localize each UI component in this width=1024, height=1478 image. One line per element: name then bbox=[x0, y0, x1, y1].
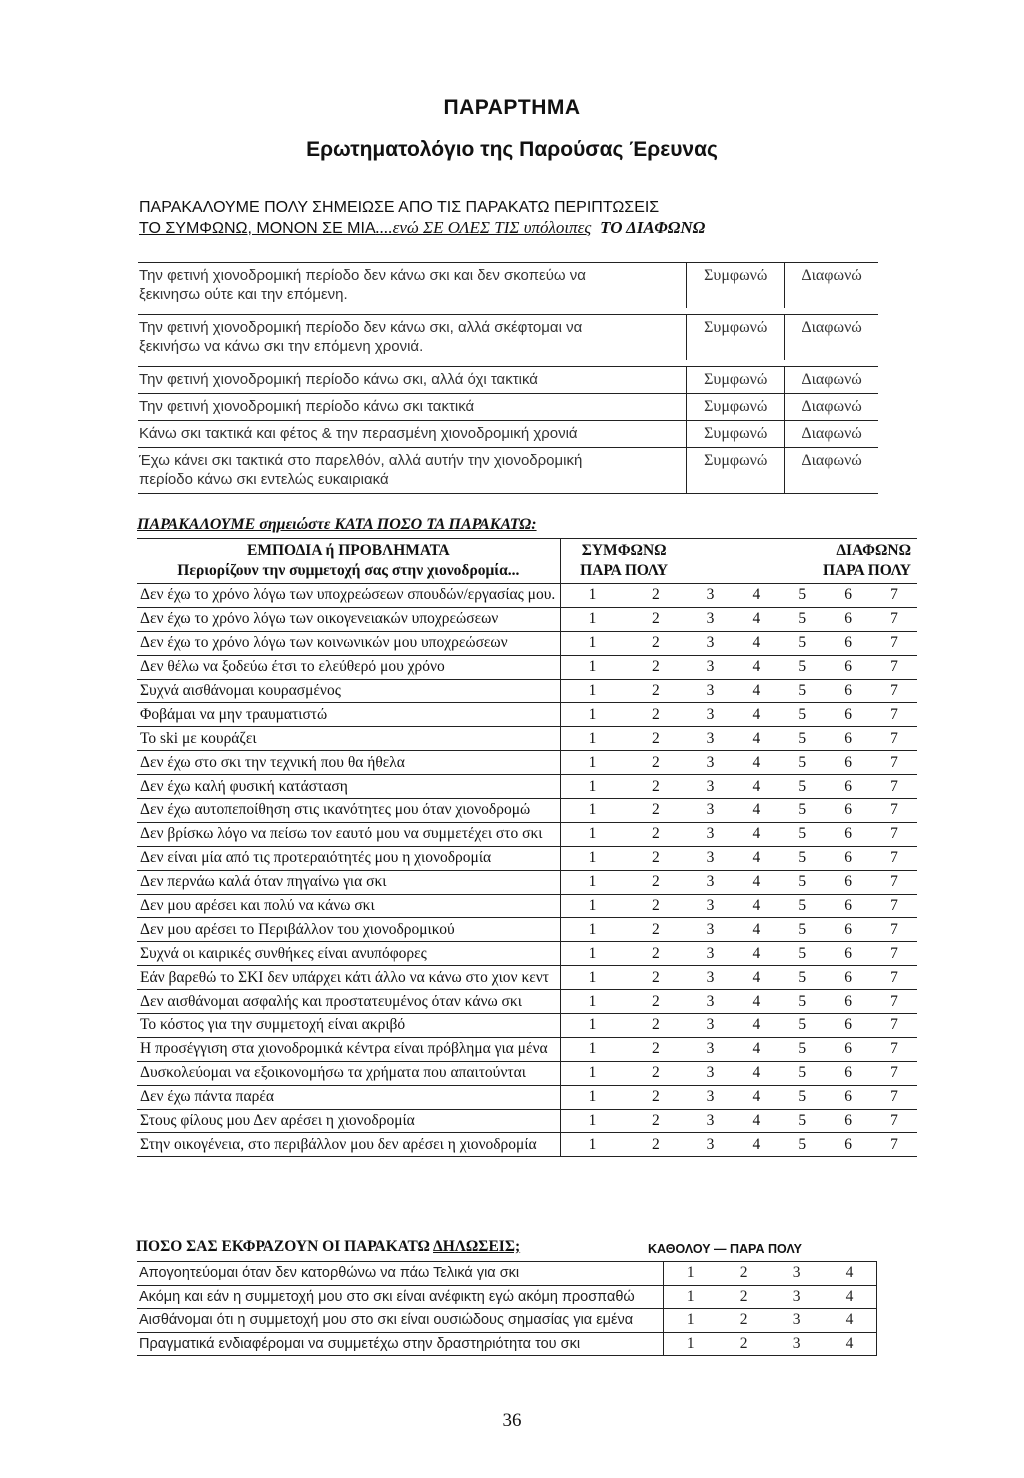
rating-option-1[interactable]: 1 bbox=[560, 822, 624, 846]
attitudes-section-title bbox=[136, 1238, 520, 1256]
rating-option-7[interactable]: 7 bbox=[871, 607, 917, 631]
barrier-row bbox=[137, 1014, 917, 1038]
attitude-row bbox=[137, 1262, 877, 1286]
rating-option-1[interactable]: 1 bbox=[560, 679, 624, 703]
attitudes-table bbox=[137, 1261, 877, 1356]
rating-option-3[interactable]: 3 bbox=[688, 1133, 734, 1157]
barrier-statement: Το ski με κουράζει bbox=[137, 727, 560, 751]
rating-option-6[interactable]: 6 bbox=[825, 799, 871, 823]
rating-option-6[interactable]: 6 bbox=[825, 1085, 871, 1109]
rating-option-5[interactable]: 5 bbox=[779, 1014, 825, 1038]
barriers-header-left-line1: ΕΜΠΟΔΙΑ ή ΠΡΟΒΛΗΜΑΤΑ bbox=[247, 542, 450, 559]
rating-option-6[interactable]: 6 bbox=[825, 990, 871, 1014]
rating-option-3[interactable]: 3 bbox=[688, 1014, 734, 1038]
barrier-row bbox=[137, 1085, 917, 1109]
rating-option-1[interactable]: 1 bbox=[560, 1061, 624, 1085]
barrier-row bbox=[137, 918, 917, 942]
rating-option-6[interactable]: 6 bbox=[825, 655, 871, 679]
disagree-option[interactable]: Διαφωνώ bbox=[785, 263, 878, 309]
barriers-header-disagree bbox=[688, 539, 917, 584]
rating-option-4[interactable]: 4 bbox=[823, 1285, 876, 1309]
agree-option[interactable]: Συμφωνώ bbox=[687, 394, 785, 421]
rating-option-6[interactable]: 6 bbox=[825, 751, 871, 775]
stage-statement bbox=[138, 263, 687, 309]
barriers-header-disagree-line2: ΠΑΡΑ ΠΟΛΥ bbox=[823, 562, 911, 579]
rating-option-4[interactable]: 4 bbox=[733, 1014, 779, 1038]
stage-statement bbox=[138, 448, 687, 494]
stage-row bbox=[138, 367, 878, 394]
rating-option-5[interactable]: 5 bbox=[779, 799, 825, 823]
rating-option-4[interactable]: 4 bbox=[733, 966, 779, 990]
barrier-row bbox=[137, 655, 917, 679]
barriers-header-agree bbox=[560, 539, 687, 584]
rating-option-2[interactable]: 2 bbox=[624, 799, 687, 823]
rating-option-1[interactable]: 1 bbox=[664, 1332, 717, 1356]
barrier-statement: Δεν μου αρέσει το Περιβάλλον του χιονοδρομικού bbox=[137, 918, 560, 942]
agree-option[interactable]: Συμφωνώ bbox=[687, 263, 785, 309]
rating-option-2[interactable]: 2 bbox=[624, 1133, 687, 1157]
rating-option-6[interactable]: 6 bbox=[825, 942, 871, 966]
rating-option-2[interactable]: 2 bbox=[624, 918, 687, 942]
rating-option-4[interactable]: 4 bbox=[733, 703, 779, 727]
rating-option-3[interactable]: 3 bbox=[688, 799, 734, 823]
barrier-row bbox=[137, 631, 917, 655]
rating-option-4[interactable]: 4 bbox=[733, 607, 779, 631]
rating-option-3[interactable]: 3 bbox=[688, 679, 734, 703]
barrier-row bbox=[137, 846, 917, 870]
rating-option-3[interactable]: 3 bbox=[688, 584, 734, 608]
rating-option-5[interactable]: 5 bbox=[779, 727, 825, 751]
rating-option-7[interactable]: 7 bbox=[871, 870, 917, 894]
barrier-statement: Δεν αισθάνομαι ασφαλής και προστατευμένος όταν κάνω σκι bbox=[137, 990, 560, 1014]
rating-option-7[interactable]: 7 bbox=[871, 799, 917, 823]
instructions-agree-text: ΤΟ ΣΥΜΦΩΝΩ, ΜΟΝΟΝ ΣΕ ΜΙΑ bbox=[139, 220, 376, 237]
rating-option-3[interactable]: 3 bbox=[688, 1085, 734, 1109]
rating-option-7[interactable]: 7 bbox=[871, 846, 917, 870]
barrier-statement: Δεν βρίσκω λόγο να πείσω τον εαυτό μου να συμμετέχει στο σκι bbox=[137, 822, 560, 846]
rating-option-2[interactable]: 2 bbox=[717, 1332, 770, 1356]
rating-option-3[interactable]: 3 bbox=[688, 1061, 734, 1085]
rating-option-3[interactable]: 3 bbox=[688, 775, 734, 799]
barriers-header-disagree-line1: ΔΙΑΦΩΝΩ bbox=[836, 542, 911, 559]
barrier-statement: Φοβάμαι να μην τραυματιστώ bbox=[137, 703, 560, 727]
rating-option-6[interactable]: 6 bbox=[825, 607, 871, 631]
rating-option-5[interactable]: 5 bbox=[779, 775, 825, 799]
barrier-statement: Δεν περνάω καλά όταν πηγαίνω για σκι bbox=[137, 870, 560, 894]
rating-option-6[interactable]: 6 bbox=[825, 1037, 871, 1061]
rating-option-7[interactable]: 7 bbox=[871, 918, 917, 942]
barriers-header-agree-line2: ΠΑΡΑ ΠΟΛΥ bbox=[580, 562, 669, 579]
agree-option[interactable]: Συμφωνώ bbox=[687, 448, 785, 494]
rating-option-5[interactable]: 5 bbox=[779, 1085, 825, 1109]
barrier-statement: Δεν μου αρέσει και πολύ να κάνω σκι bbox=[137, 894, 560, 918]
rating-option-2[interactable]: 2 bbox=[624, 751, 687, 775]
barrier-statement: Το κόστος για την συμμετοχή είναι ακριβό bbox=[137, 1014, 560, 1038]
barrier-row bbox=[137, 584, 917, 608]
rating-option-5[interactable]: 5 bbox=[779, 990, 825, 1014]
stage-statement bbox=[138, 394, 687, 421]
rating-option-5[interactable]: 5 bbox=[779, 894, 825, 918]
rating-option-1[interactable]: 1 bbox=[560, 1109, 624, 1133]
instructions-others-text: ....ενώ ΣΕ ΟΛΕΣ ΤΙΣ υπόλοιπες bbox=[375, 218, 592, 237]
rating-option-2[interactable]: 2 bbox=[624, 1085, 687, 1109]
barrier-row bbox=[137, 1061, 917, 1085]
rating-option-5[interactable]: 5 bbox=[779, 679, 825, 703]
rating-option-1[interactable]: 1 bbox=[560, 607, 624, 631]
rating-option-1[interactable]: 1 bbox=[560, 966, 624, 990]
rating-option-7[interactable]: 7 bbox=[871, 1085, 917, 1109]
stage-statement-line1: Την φετινή χιονοδρομική περίοδο δεν κάνω σκι, αλλά σκέφτομαι να bbox=[139, 319, 583, 336]
barrier-statement: Εάν βαρεθώ το ΣΚΙ δεν υπάρχει κάτι άλλο να κάνω στο χιον κεντ bbox=[137, 966, 560, 990]
barrier-row bbox=[137, 727, 917, 751]
rating-option-3[interactable]: 3 bbox=[688, 894, 734, 918]
barrier-statement: Δεν έχω στο σκι την τεχνική που θα ήθελα bbox=[137, 751, 560, 775]
rating-option-4[interactable]: 4 bbox=[733, 1037, 779, 1061]
barrier-row bbox=[137, 822, 917, 846]
rating-option-5[interactable]: 5 bbox=[779, 1061, 825, 1085]
rating-option-1[interactable]: 1 bbox=[560, 584, 624, 608]
barrier-row bbox=[137, 751, 917, 775]
rating-option-4[interactable]: 4 bbox=[733, 990, 779, 1014]
barrier-statement: Δεν έχω το χρόνο λόγω των υποχρεώσεων σπουδών/εργασίας μου. bbox=[137, 584, 560, 608]
barriers-header-left bbox=[137, 539, 560, 584]
rating-option-4[interactable]: 4 bbox=[733, 727, 779, 751]
rating-option-1[interactable]: 1 bbox=[560, 918, 624, 942]
stage-row bbox=[138, 448, 878, 494]
attitude-statement: Απογοητεύομαι όταν δεν κατορθώνω να πάω Τελικά για σκι bbox=[137, 1262, 664, 1286]
rating-option-6[interactable]: 6 bbox=[825, 1014, 871, 1038]
rating-option-4[interactable]: 4 bbox=[733, 1061, 779, 1085]
rating-option-2[interactable]: 2 bbox=[624, 679, 687, 703]
rating-option-4[interactable]: 4 bbox=[733, 1133, 779, 1157]
rating-option-4[interactable]: 4 bbox=[733, 584, 779, 608]
rating-option-5[interactable]: 5 bbox=[779, 631, 825, 655]
rating-option-3[interactable]: 3 bbox=[770, 1309, 823, 1333]
rating-option-5[interactable]: 5 bbox=[779, 870, 825, 894]
barriers-table bbox=[137, 538, 917, 1157]
rating-option-5[interactable]: 5 bbox=[779, 584, 825, 608]
rating-option-4[interactable]: 4 bbox=[733, 631, 779, 655]
barrier-statement: Δεν έχω πάντα παρέα bbox=[137, 1085, 560, 1109]
stage-statement-line1: Κάνω σκι τακτικά και φέτος & την περασμένη χιονοδρομική χρονιά bbox=[139, 425, 578, 442]
rating-option-7[interactable]: 7 bbox=[871, 990, 917, 1014]
rating-option-4[interactable]: 4 bbox=[733, 942, 779, 966]
rating-option-3[interactable]: 3 bbox=[688, 751, 734, 775]
disagree-option[interactable]: Διαφωνώ bbox=[785, 315, 878, 361]
rating-option-4[interactable]: 4 bbox=[733, 870, 779, 894]
rating-option-2[interactable]: 2 bbox=[624, 966, 687, 990]
rating-option-7[interactable]: 7 bbox=[871, 584, 917, 608]
rating-option-6[interactable]: 6 bbox=[825, 966, 871, 990]
rating-option-6[interactable]: 6 bbox=[825, 918, 871, 942]
attitude-row bbox=[137, 1309, 877, 1333]
stage-statement bbox=[138, 367, 687, 394]
rating-option-1[interactable]: 1 bbox=[560, 1037, 624, 1061]
stage-row bbox=[138, 421, 878, 448]
rating-option-1[interactable]: 1 bbox=[560, 846, 624, 870]
instructions-disagree-text: ΤΟ ΔΙΑΦΩΝΩ bbox=[600, 218, 706, 237]
rating-option-1[interactable]: 1 bbox=[560, 751, 624, 775]
stage-row bbox=[138, 263, 878, 309]
rating-option-6[interactable]: 6 bbox=[825, 584, 871, 608]
stage-statement-line1: Την φετινή χιονοδρομική περίοδο δεν κάνω σκι και δεν σκοπεύω να bbox=[139, 267, 586, 284]
rating-option-5[interactable]: 5 bbox=[779, 751, 825, 775]
rating-option-7[interactable]: 7 bbox=[871, 966, 917, 990]
page-title: ΠΑΡΑΡΤΗΜΑ bbox=[443, 96, 581, 119]
barrier-statement: Δεν θέλω να ξοδεύω έτσι το ελεύθερό μου χρόνο bbox=[137, 655, 560, 679]
barrier-statement: Δεν είναι μία από τις προτεραιότητές μου η χιονοδρομία bbox=[137, 846, 560, 870]
rating-option-2[interactable]: 2 bbox=[717, 1262, 770, 1286]
instructions-line-2 bbox=[139, 218, 705, 238]
rating-option-6[interactable]: 6 bbox=[825, 894, 871, 918]
stage-statement-line1: Την φετινή χιονοδρομική περίοδο κάνω σκι, αλλά όχι τακτικά bbox=[139, 371, 538, 388]
barrier-statement: Στους φίλους μου Δεν αρέσει η χιονοδρομία bbox=[137, 1109, 560, 1133]
rating-option-2[interactable]: 2 bbox=[624, 894, 687, 918]
rating-option-7[interactable]: 7 bbox=[871, 655, 917, 679]
stage-statement-line1: Την φετινή χιονοδρομική περίοδο κάνω σκι τακτικά bbox=[139, 398, 475, 415]
barriers-header-left-line2: Περιορίζουν την συμμετοχή σας στην χιονοδρομία... bbox=[177, 562, 520, 579]
stage-statement-line1: Έχω κάνει σκι τακτικά στο παρελθόν, αλλά αυτήν την χιονοδρομική bbox=[139, 452, 583, 469]
rating-option-6[interactable]: 6 bbox=[825, 775, 871, 799]
rating-option-2[interactable]: 2 bbox=[624, 607, 687, 631]
attitude-row bbox=[137, 1332, 877, 1356]
rating-option-7[interactable]: 7 bbox=[871, 631, 917, 655]
attitudes-title-text: ΠΟΣΟ ΣΑΣ ΕΚΦΡΑΖΟΥΝ ΟΙ ΠΑΡΑΚΑΤΩ bbox=[136, 1238, 430, 1255]
barrier-statement: Δεν έχω καλή φυσική κατάσταση bbox=[137, 775, 560, 799]
barrier-row bbox=[137, 799, 917, 823]
rating-option-6[interactable]: 6 bbox=[825, 870, 871, 894]
rating-option-6[interactable]: 6 bbox=[825, 1061, 871, 1085]
rating-option-3[interactable]: 3 bbox=[688, 942, 734, 966]
rating-option-1[interactable]: 1 bbox=[560, 703, 624, 727]
barrier-statement: Συχνά οι καιρικές συνθήκες είναι ανυπόφορες bbox=[137, 942, 560, 966]
rating-option-2[interactable]: 2 bbox=[624, 942, 687, 966]
rating-option-5[interactable]: 5 bbox=[779, 822, 825, 846]
rating-option-4[interactable]: 4 bbox=[733, 655, 779, 679]
disagree-option[interactable]: Διαφωνώ bbox=[785, 448, 878, 494]
rating-option-3[interactable]: 3 bbox=[770, 1332, 823, 1356]
rating-option-2[interactable]: 2 bbox=[624, 584, 687, 608]
rating-option-2[interactable]: 2 bbox=[717, 1309, 770, 1333]
barrier-row bbox=[137, 870, 917, 894]
barrier-row bbox=[137, 679, 917, 703]
rating-option-6[interactable]: 6 bbox=[825, 1133, 871, 1157]
rating-option-2[interactable]: 2 bbox=[624, 631, 687, 655]
rating-option-4[interactable]: 4 bbox=[733, 1109, 779, 1133]
rating-option-6[interactable]: 6 bbox=[825, 1109, 871, 1133]
rating-option-7[interactable]: 7 bbox=[871, 1014, 917, 1038]
page-subtitle: Ερωτηματολόγιο της Παρούσας Έρευνας bbox=[306, 138, 718, 161]
rating-option-2[interactable]: 2 bbox=[624, 822, 687, 846]
rating-option-1[interactable]: 1 bbox=[560, 631, 624, 655]
rating-option-4[interactable]: 4 bbox=[733, 918, 779, 942]
barriers-header-agree-line1: ΣΥΜΦΩΝΩ bbox=[581, 542, 667, 559]
rating-option-1[interactable]: 1 bbox=[560, 1133, 624, 1157]
rating-option-3[interactable]: 3 bbox=[688, 631, 734, 655]
rating-option-7[interactable]: 7 bbox=[871, 775, 917, 799]
barrier-row bbox=[137, 607, 917, 631]
rating-option-2[interactable]: 2 bbox=[624, 1014, 687, 1038]
disagree-option[interactable]: Διαφωνώ bbox=[785, 367, 878, 394]
rating-option-5[interactable]: 5 bbox=[779, 1037, 825, 1061]
stage-statement bbox=[138, 421, 687, 448]
rating-option-4[interactable]: 4 bbox=[733, 799, 779, 823]
rating-option-2[interactable]: 2 bbox=[624, 846, 687, 870]
rating-option-2[interactable]: 2 bbox=[624, 703, 687, 727]
rating-option-3[interactable]: 3 bbox=[688, 990, 734, 1014]
rating-option-1[interactable]: 1 bbox=[560, 775, 624, 799]
rating-option-5[interactable]: 5 bbox=[779, 607, 825, 631]
rating-option-6[interactable]: 6 bbox=[825, 822, 871, 846]
rating-option-2[interactable]: 2 bbox=[624, 1109, 687, 1133]
rating-option-2[interactable]: 2 bbox=[624, 870, 687, 894]
agree-option[interactable]: Συμφωνώ bbox=[687, 367, 785, 394]
stage-row bbox=[138, 394, 878, 421]
attitude-statement: Πραγματικά ενδιαφέρομαι να συμμετέχω στην δραστηριότητα του σκι bbox=[137, 1332, 664, 1356]
rating-option-3[interactable]: 3 bbox=[688, 822, 734, 846]
rating-option-7[interactable]: 7 bbox=[871, 703, 917, 727]
barrier-statement: Στην οικογένεια, στο περιβάλλον μου δεν αρέσει η χιονοδρομία bbox=[137, 1133, 560, 1157]
rating-option-4[interactable]: 4 bbox=[823, 1262, 876, 1286]
rating-option-3[interactable]: 3 bbox=[688, 727, 734, 751]
page-number: 36 bbox=[502, 1410, 522, 1431]
rating-option-3[interactable]: 3 bbox=[688, 703, 734, 727]
rating-option-3[interactable]: 3 bbox=[770, 1285, 823, 1309]
rating-option-5[interactable]: 5 bbox=[779, 966, 825, 990]
rating-option-7[interactable]: 7 bbox=[871, 1133, 917, 1157]
barrier-row bbox=[137, 966, 917, 990]
attitudes-title-underlined: ΔΗΛΩΣΕΙΣ; bbox=[433, 1238, 521, 1255]
rating-option-2[interactable]: 2 bbox=[624, 655, 687, 679]
rating-option-3[interactable]: 3 bbox=[688, 1037, 734, 1061]
stage-statement-line2: ξεκινησω ούτε και την επόμενη. bbox=[139, 286, 348, 303]
rating-option-4[interactable]: 4 bbox=[733, 894, 779, 918]
rating-option-1[interactable]: 1 bbox=[560, 1014, 624, 1038]
barrier-row bbox=[137, 1133, 917, 1157]
rating-option-4[interactable]: 4 bbox=[733, 846, 779, 870]
rating-option-1[interactable]: 1 bbox=[560, 655, 624, 679]
barrier-row bbox=[137, 990, 917, 1014]
agree-option[interactable]: Συμφωνώ bbox=[687, 315, 785, 361]
disagree-option[interactable]: Διαφωνώ bbox=[785, 421, 878, 448]
rating-option-6[interactable]: 6 bbox=[825, 703, 871, 727]
rating-option-1[interactable]: 1 bbox=[560, 727, 624, 751]
rating-option-4[interactable]: 4 bbox=[733, 775, 779, 799]
rating-option-6[interactable]: 6 bbox=[825, 727, 871, 751]
rating-option-6[interactable]: 6 bbox=[825, 846, 871, 870]
rating-option-1[interactable]: 1 bbox=[664, 1309, 717, 1333]
attitudes-scale-label: ΚΑΘΟΛΟΥ — ΠΑΡΑ ΠΟΛΥ bbox=[648, 1242, 802, 1256]
rating-option-3[interactable]: 3 bbox=[688, 966, 734, 990]
rating-option-2[interactable]: 2 bbox=[624, 1061, 687, 1085]
rating-option-1[interactable]: 1 bbox=[560, 1085, 624, 1109]
rating-option-7[interactable]: 7 bbox=[871, 822, 917, 846]
rating-option-2[interactable]: 2 bbox=[624, 1037, 687, 1061]
rating-option-1[interactable]: 1 bbox=[560, 942, 624, 966]
rating-option-5[interactable]: 5 bbox=[779, 703, 825, 727]
rating-option-1[interactable]: 1 bbox=[664, 1285, 717, 1309]
rating-option-3[interactable]: 3 bbox=[770, 1262, 823, 1286]
attitude-statement: Ακόμη και εάν η συμμετοχή μου στο σκι είναι ανέφικτη εγώ ακόμη προσπαθώ bbox=[137, 1285, 664, 1309]
stage-statement-line2: ξεκινήσω να κάνω σκι την επόμενη χρονιά. bbox=[139, 338, 424, 355]
rating-option-7[interactable]: 7 bbox=[871, 894, 917, 918]
rating-option-2[interactable]: 2 bbox=[624, 727, 687, 751]
barrier-row bbox=[137, 1037, 917, 1061]
stage-statement-line2: περίοδο κάνω σκι εντελώς ευκαιριακά bbox=[139, 471, 389, 488]
barrier-row bbox=[137, 894, 917, 918]
rating-option-1[interactable]: 1 bbox=[560, 894, 624, 918]
barrier-statement: Η προσέγγιση στα χιονοδρομικά κέντρα είναι πρόβλημα για μένα bbox=[137, 1037, 560, 1061]
rating-option-7[interactable]: 7 bbox=[871, 1061, 917, 1085]
rating-option-3[interactable]: 3 bbox=[688, 1109, 734, 1133]
stage-row bbox=[138, 315, 878, 361]
rating-option-7[interactable]: 7 bbox=[871, 942, 917, 966]
rating-option-5[interactable]: 5 bbox=[779, 942, 825, 966]
barrier-statement: Δεν έχω το χρόνο λόγω των κοινωνικών μου υποχρεώσεων bbox=[137, 631, 560, 655]
rating-option-5[interactable]: 5 bbox=[779, 1133, 825, 1157]
barriers-section-title: ΠΑΡΑΚΑΛΟΥΜΕ σημειώστε ΚΑΤΑ ΠΟΣΟ ΤΑ ΠΑΡΑΚΑΤΩ: bbox=[137, 516, 537, 533]
rating-option-5[interactable]: 5 bbox=[779, 918, 825, 942]
barrier-row bbox=[137, 1109, 917, 1133]
rating-option-1[interactable]: 1 bbox=[560, 870, 624, 894]
rating-option-4[interactable]: 4 bbox=[823, 1309, 876, 1333]
stage-statement bbox=[138, 315, 687, 361]
rating-option-4[interactable]: 4 bbox=[733, 1085, 779, 1109]
instructions-line-1: ΠΑΡΑΚΑΛΟΥΜΕ ΠΟΛΥ ΣΗΜΕΙΩΣΕ ΑΠΟ ΤΙΣ ΠΑΡΑΚΑΤΩ ΠΕΡΙΠΤΩΣΕΙΣ bbox=[139, 199, 660, 216]
rating-option-2[interactable]: 2 bbox=[624, 775, 687, 799]
rating-option-4[interactable]: 4 bbox=[733, 751, 779, 775]
rating-option-5[interactable]: 5 bbox=[779, 655, 825, 679]
agree-option[interactable]: Συμφωνώ bbox=[687, 421, 785, 448]
rating-option-7[interactable]: 7 bbox=[871, 679, 917, 703]
rating-option-7[interactable]: 7 bbox=[871, 727, 917, 751]
barrier-row bbox=[137, 775, 917, 799]
rating-option-4[interactable]: 4 bbox=[733, 822, 779, 846]
rating-option-1[interactable]: 1 bbox=[560, 990, 624, 1014]
rating-option-3[interactable]: 3 bbox=[688, 607, 734, 631]
attitude-row bbox=[137, 1285, 877, 1309]
disagree-option[interactable]: Διαφωνώ bbox=[785, 394, 878, 421]
barrier-statement: Δεν έχω αυτοπεποίθηση στις ικανότητες μου όταν χιονοδρομώ bbox=[137, 799, 560, 823]
rating-option-3[interactable]: 3 bbox=[688, 918, 734, 942]
rating-option-2[interactable]: 2 bbox=[717, 1285, 770, 1309]
rating-option-4[interactable]: 4 bbox=[823, 1332, 876, 1356]
attitude-statement: Αισθάνομαι ότι η συμμετοχή μου στο σκι είναι ουσιώδους σημασίας για εμένα bbox=[137, 1309, 664, 1333]
rating-option-5[interactable]: 5 bbox=[779, 846, 825, 870]
stage-statements-table bbox=[138, 262, 878, 494]
barrier-statement: Δεν έχω το χρόνο λόγω των οικογενειακών υποχρεώσεων bbox=[137, 607, 560, 631]
rating-option-6[interactable]: 6 bbox=[825, 631, 871, 655]
rating-option-4[interactable]: 4 bbox=[733, 679, 779, 703]
rating-option-3[interactable]: 3 bbox=[688, 846, 734, 870]
barrier-row bbox=[137, 703, 917, 727]
rating-option-1[interactable]: 1 bbox=[560, 799, 624, 823]
rating-option-5[interactable]: 5 bbox=[779, 1109, 825, 1133]
rating-option-6[interactable]: 6 bbox=[825, 679, 871, 703]
rating-option-2[interactable]: 2 bbox=[624, 990, 687, 1014]
rating-option-7[interactable]: 7 bbox=[871, 751, 917, 775]
rating-option-7[interactable]: 7 bbox=[871, 1037, 917, 1061]
barrier-row bbox=[137, 942, 917, 966]
barrier-statement: Δυσκολεύομαι να εξοικονομήσω τα χρήματα που απαιτούνται bbox=[137, 1061, 560, 1085]
barrier-statement: Συχνά αισθάνομαι κουρασμένος bbox=[137, 679, 560, 703]
rating-option-7[interactable]: 7 bbox=[871, 1109, 917, 1133]
rating-option-1[interactable]: 1 bbox=[664, 1262, 717, 1286]
rating-option-3[interactable]: 3 bbox=[688, 870, 734, 894]
rating-option-3[interactable]: 3 bbox=[688, 655, 734, 679]
